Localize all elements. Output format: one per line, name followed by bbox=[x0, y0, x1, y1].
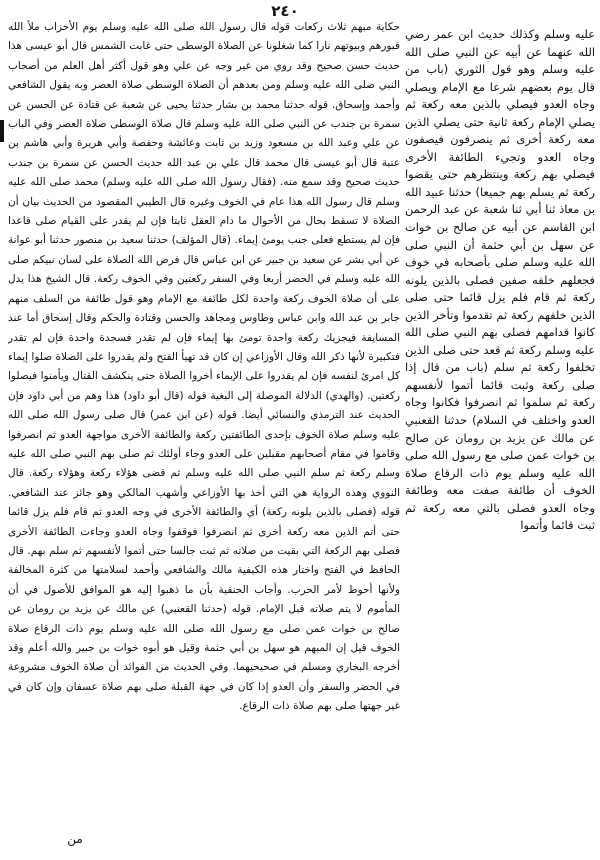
page-number: ٢٤٠ bbox=[271, 2, 299, 20]
commentary-text: حكاية مبهم ثلاث ركعات قوله قال رسول الله صلى الله عليه وسلم يوم الأحزاب ملأ الله قبورهم وبيوتهم نارا كما شغلونا عن الصلاة الوسطى حتى غابت الشمس قال أبو عيسى هذا حديث حسن صحيح وقد روي من غير وجه عن علي وهو قول أكثر أهل العلم من أصحاب النبي صلى الله عليه وسلم ومن بعدهم أن الصلاة الوسطى صلاة العصر وبه يقول الشافعي وأحمد وإسحاق. قوله حدثنا محمد بن بشار حدثنا يحيى عن شعبة عن قتادة عن الحسن عن سمرة بن جندب عن النبي صلى الله عليه وسلم قال صلاة الوسطى صلاة العصر وفي الباب عن علي وعبد الله بن مسعود وزيد بن ثابت وعائشة وحفصة وأبي هريرة وأبي هاشم بن عتبة قال أبو عيسى قال محمد قال علي بن عبد الله حديث الحسن عن سمرة بن جندب حديث صحيح وقد سمع منه. (فقال رسول الله صلى الله عليه وسلم) محمد صلى الله عليه وسلم قال رسول الله هذا عام في الخوف وغيره قال الطيبي المقصود من الحديث بيان أن الصلاة لا تسقط بحال من الأحوال ما دام العقل ثابتا فإن لم يقدر على القيام صلى قاعدا فإن لم يستطع فعلى جنب يومئ إيماء. (قال المؤلف) حدثنا سعيد بن منصور حدثنا أبو عوانة عن أبي بشر عن سعيد بن جبير عن ابن عباس قال فرض الله الصلاة على لسان نبيكم صلى الله عليه وسلم في الحضر أربعا وفي السفر ركعتين وفي الخوف ركعة. قال الشيخ هذا يدل على أن صلاة الخوف ركعة واحدة لكل طائفة مع الإمام وهو قول طائفة من السلف منهم جابر بن عبد الله وابن عباس وطاوس ومجاهد والحسن وقتادة والحكم وقال إسحاق أما عند المسايفة فيجزيك ركعة واحدة تومئ بها إيماء فإن لم تقدر فسجدة واحدة فإن لم تقدر فتكبيرة لأنها ذكر الله وقال الأوزاعي إن كان قد تهيأ الفتح ولم يقدروا على الصلاة صلوا إيماء كل امرئ لنفسه فإن لم يقدروا على الإيماء أخروا الصلاة حتى ينكشف القتال ويأمنوا فيصلوا ركعتين. (والهدي) الدلالة الموصلة إلى البغية قوله (قال أبو داود) هذا وهم من أبي داود فإن الحديث عند الترمذي والنسائي أيضا. قوله (عن ابن عمر) قال صلى رسول الله صلى الله عليه وسلم صلاة الخوف بإحدى الطائفتين ركعة والطائفة الأخرى مواجهة العدو ثم انصرفوا وقاموا في مقام أصحابهم مقبلين على العدو وجاء أولئك ثم صلى بهم النبي صلى الله عليه وسلم ركعة ثم سلم النبي صلى الله عليه وسلم ثم قضى هؤلاء ركعة وهؤلاء ركعة. قال النووي وهذه الرواية هي التي أخذ بها الأوزاعي وأشهب المالكي وهو جائز عند الشافعي. قوله (فصلى بالذين يلونه ركعة) أي والطائفة الأخرى في وجه العدو ثم قام فلم يزل قائما حتى أتم الذين معه ركعة أخرى ثم انصرفوا فوقفوا وجاه العدو وجاءت الطائفة الأخرى فصلى بهم الركعة التي بقيت من صلاته ثم ثبت جالسا حتى أتموا لأنفسهم ثم سلم بهم. قال الحافظ في الفتح واختار هذه الكيفية مالك والشافعي وأحمد لسلامتها من كثرة المخالفة ولأنها أحوط لأمر الحرب. وأجاب الحنفية بأن ما ذهبوا إليه هو الموافق للأصول في أن المأموم لا يتم صلاته قبل الإمام. قوله (حدثنا القعنبي) عن مالك عن يزيد بن رومان عن صالح بن خوات عمن صلى مع رسول الله صلى الله عليه وسلم يوم ذات الرقاع صلاة الخوف قيل إن المبهم هو سهل بن أبي حثمة وقيل هو أبوه خوات بن جبير والله أعلم وقد أخرجه البخاري ومسلم في صحيحيهما. وفي الحديث من الفوائد أن صلاة الخوف مشروعة في الحضر والسفر وأن العدو إذا كان في جهة القبلة صلى بهم صلاة عسفان وإن كان في غير جهتها صلى بهم صلاة ذات الرقاع. bbox=[8, 21, 400, 713]
margin-text: عليه وسلم وكذلك حديث ابن عمر رضي الله عنهما عن أبيه عن النبي صلى الله عليه وسلم وهو قول الثوري (باب من قال يوم بعضهم شرعا مع الإمام ويصلي وجاه العدو فيصلي بالذين معه ركعة ثم يصلي الإمام ركعة ثانية حتى يصلي الذين معه ركعة أخرى ثم ينصرفون فيصفون وجاه العدو وتجيء الطائفة الأخرى فيصلي بهم ركعة وينتظرهم حتى يقضوا ركعة ثم يسلم بهم جميعا) حدثنا عبيد الله بن معاذ ثنا أبي ثنا شعبة عن عبد الرحمن ابن القاسم عن أبيه عن صالح بن خوات عن سهل بن أبي حثمة أن النبي صلى الله عليه وسلم صلى بأصحابه في خوف فجعلهم خلفه صفين فصلى بالذين يلونه ركعة ثم قام فلم يزل قائما حتى صلى الذين خلفهم ركعة ثم تقدموا وتأخر الذين كانوا قدامهم فصلى بهم النبي صلى الله عليه وسلم ركعة ثم قعد حتى صلى الذين تخلفوا ركعة ثم سلم (باب من قال إذا صلى ركعة وثبت قائما أتموا لأنفسهم ركعة ثم سلموا ثم انصرفوا فكانوا وجاه العدو واختلف في السلام) حدثنا القعنبي عن مالك عن يزيد بن رومان عن صالح بن خوات عمن صلى مع رسول الله صلى الله عليه وسلم يوم ذات الرقاع صلاة الخوف أن طائفة صفت معه وطائفة وجاه العدو فصلى بالتي معه ركعة ثم ثبت قائما وأتموا bbox=[405, 27, 595, 533]
margin-text-column bbox=[405, 26, 595, 816]
catchword: من bbox=[67, 832, 83, 846]
commentary-text-column bbox=[8, 18, 400, 826]
binding-edge-mark bbox=[0, 120, 4, 142]
